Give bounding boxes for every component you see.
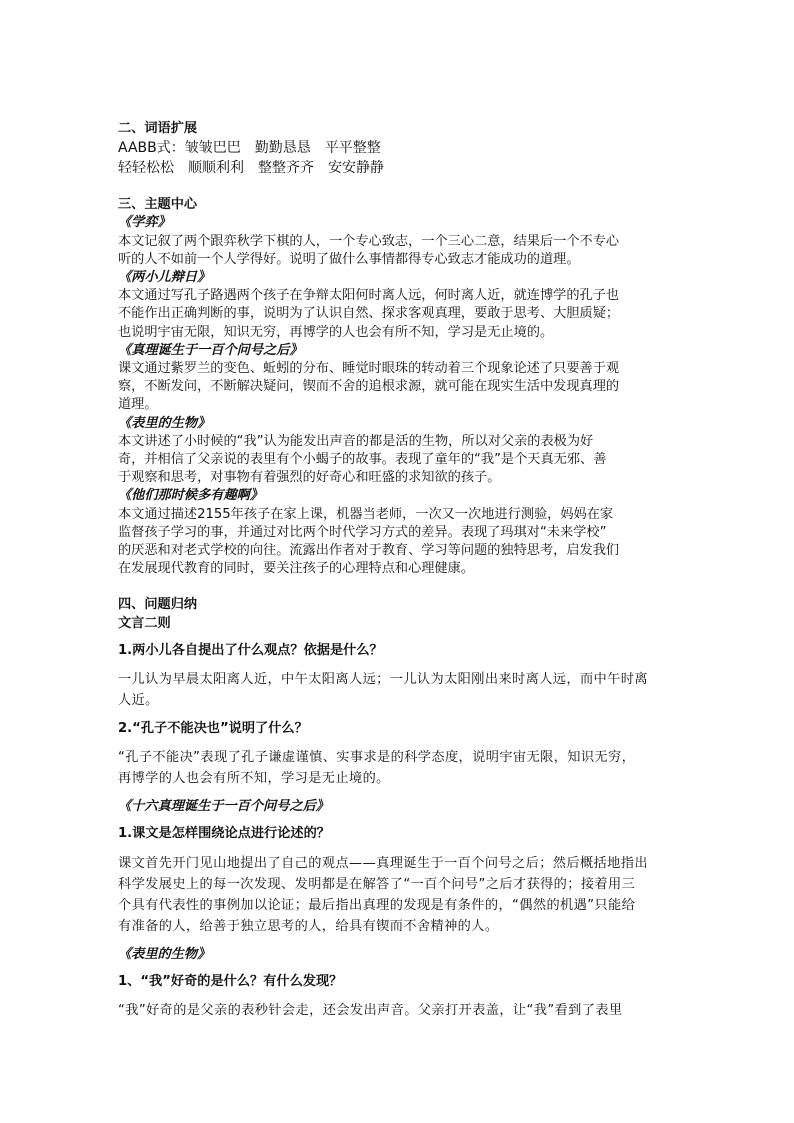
text-title-biaoli: 《表里的生物》 [118,415,211,431]
section-heading-questions: 四、问题归纳 [118,597,198,613]
answer-line: 人近。 [118,693,159,709]
paragraph-line: 本文记叙了两个跟弈秋学下棋的人，一个专心致志，一个三心二意，结果后一个不专心 [118,233,620,249]
answer-line: 有准备的人，给善于独立思考的人，给具有锲而不舍精神的人。 [118,918,499,934]
question-line: 1、“我”好奇的是什么？有什么发现？ [118,973,343,989]
paragraph-line: 察，不断发问，不断解决疑问，锲而不舍的追根求源，就可能在现实生活中发现真理的 [118,379,620,395]
paragraph-line: 本文通过描述2155年孩子在家上课，机器当老师，一次又一次地进行测验，妈妈在家 [118,506,614,522]
paragraph-line: 不能作出正确判断的事，说明为了认识自然、探求客观真理，要敢于思考、大胆质疑； [118,306,620,322]
answer-line: 课文首先开门见山地提出了自己的观点——真理诞生于一百个问号之后；然后概括地指出 [118,855,648,871]
text-title-liangxiaoer: 《两小儿辩日》 [118,270,211,286]
answer-line: 再博学的人也会有所不知，学习是无止境的。 [118,771,390,787]
section-heading-word-expansion: 二、词语扩展 [118,121,198,136]
paragraph-line: 道理。 [118,397,158,413]
paragraph-line: 听的人不如前一个人学得好。说明了做什么事情都得专心致志才能成功的道理。 [118,251,580,267]
paragraph-line: 监督孩子学习的事，并通过对比两个时代学习方式的差异。表现了玛琪对“未来学校” [118,524,607,540]
section-heading-theme: 三、主题中心 [118,197,198,213]
answer-line: “孔子不能决”表现了孔子谦虚谨慎、实事求是的科学态度，说明宇宙无限，知识无穷， [118,750,636,766]
paragraph-line: 本文通过写孔子路遇两个孩子在争辩太阳何时离人远，何时离人近，就连博学的孔子也 [118,288,620,304]
paragraph-line: 本文讲述了小时候的“我”认为能发出声音的都是活的生物，所以对父亲的表极为好 [118,433,594,449]
paragraph-line: 的厌恶和对老式学校的向往。流露出作者对于教育、学习等问题的独特思考，启发我们 [118,543,620,559]
text-title-zhenli: 《真理诞生于一百个问号之后》 [118,342,303,358]
paragraph-line: 课文通过紫罗兰的变色、蚯蚓的分布、睡觉时眼珠的转动着三个现象论述了只要善于观 [118,361,620,377]
aabb-words-line-2: 轻轻松松 顺顺利利 整整齐齐 安安静静 [118,160,384,177]
aabb-words-line-1: AABB式：皱皱巴巴 勤勤恳恳 平平整整 [118,140,381,157]
answer-line: 科学发展史上的每一次发现、发明都是在解答了“一百个问号”之后才获得的；接着用三 [118,876,636,892]
paragraph-line: 奇，并相信了父亲说的表里有个小蝎子的故事。表现了童年的“我”是个天真无邪、善 [118,452,607,468]
document-page [118,120,678,1021]
text-title-shiliu: 《十六真理诞生于一百个问号之后》 [118,799,329,815]
answer-line: “我”好奇的是父亲的表秒针会走，还会发出声音。父亲打开表盖，让“我”看到了表里 [118,1003,623,1019]
subheading-wenyan: 文言二则 [118,615,171,631]
paragraph-line: 于观察和思考，对事物有着强烈的好奇心和旺盛的求知欲的孩子。 [118,470,501,486]
answer-line: 个具有代表性的事例加以论证；最后指出真理的发现是有条件的，“偶然的机遇”只能给 [118,897,636,913]
text-title-tamen: 《他们那时候多有趣啊》 [118,488,264,504]
question-line: 2.“孔子不能决也”说明了什么？ [118,721,308,737]
paragraph-line: 在发展现代教育的同时，要关注孩子的心理特点和心理健康。 [118,561,475,577]
answer-line: 一儿认为早晨太阳离人近，中午太阳离人远；一儿认为太阳刚出来时离人远，而中午时离 [118,672,648,688]
question-line: 1.两小儿各自提出了什么观点？依据是什么？ [118,642,383,658]
text-title-biaoli-2: 《表里的生物》 [118,946,211,962]
question-line: 1.课文是怎样围绕论点进行论述的？ [118,826,330,842]
paragraph-line: 也说明宇宙无限，知识无穷，再博学的人也会有所不知，学习是无止境的。 [118,324,554,340]
text-title-xueyi: 《学弈》 [118,215,171,231]
